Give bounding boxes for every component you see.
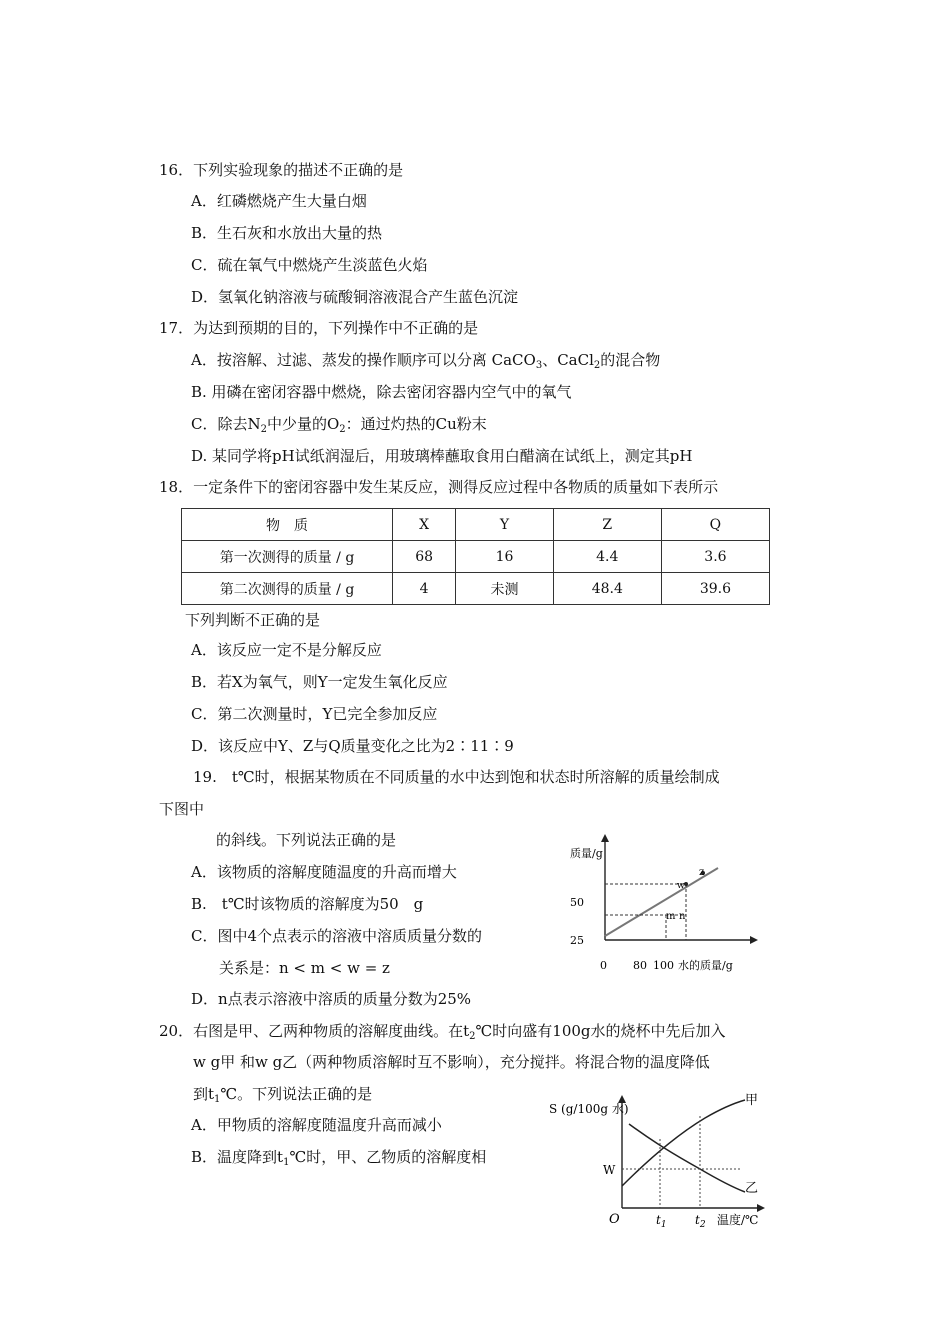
q18-option-a: A．该反应一定不是分解反应 <box>191 641 382 659</box>
q20-graph-t1: $t_1$ <box>656 1213 667 1230</box>
q19-graph-y25: 25 <box>570 934 584 947</box>
q20-stem-line2: w g甲 和w g乙（两种物质溶解时互不影响），充分搅拌。将混合物的温度降低 <box>193 1053 710 1071</box>
q19-graph-x80: 80 <box>633 959 647 972</box>
table-cell: 第一次测得的质量 / g <box>182 541 393 573</box>
q19-stem-line1: 19. t℃时，根据某物质在不同质量的水中达到饱和状态时所溶解的质量绘制成 <box>193 768 720 786</box>
q18-table <box>181 508 770 605</box>
table-cell: 物 质 <box>182 509 393 541</box>
table-cell: 4 <box>393 573 456 605</box>
q20-graph-xlabel: 温度/℃ <box>717 1213 759 1227</box>
q19-graph-ylabel: 质量/g <box>570 847 603 860</box>
table-cell: 68 <box>393 541 456 573</box>
q20-option-a: A．甲物质的溶解度随温度升高而减小 <box>191 1116 442 1134</box>
q17-option-c: C．除去$N_2$中少量的$O_2$：通过灼热的Cu粉末 <box>191 415 487 435</box>
q19-graph-point-z: z <box>699 867 705 878</box>
table-cell: Z <box>553 509 661 541</box>
q19-graph-point-m: m <box>666 911 676 922</box>
q19-graph-origin: 0 <box>600 959 607 972</box>
q19-graph-y50: 50 <box>570 896 584 909</box>
q19-option-c-line1: C．图中4个点表示的溶液中溶质质量分数的 <box>191 927 483 945</box>
q20-curve-yi-label: 乙 <box>745 1181 759 1196</box>
q16-option-c: C．硫在氧气中燃烧产生淡蓝色火焰 <box>191 256 428 274</box>
q20-stem-line1: 20．右图是甲、乙两种物质的溶解度曲线。在$t_2℃$时向盛有100g水的烧杯中先后加入 <box>159 1022 726 1042</box>
q16-option-d: D．氢氧化钠溶液与硫酸铜溶液混合产生蓝色沉淀 <box>191 288 519 306</box>
q18-stem: 18．一定条件下的密闭容器中发生某反应，测得反应过程中各物质的质量如下表所示 <box>159 478 719 496</box>
q20-graph-t2: $t_2$ <box>695 1213 706 1230</box>
q16-option-a: A．红磷燃烧产生大量白烟 <box>191 192 367 210</box>
table-row <box>182 573 770 605</box>
q20-option-b: B．温度降到$t_1℃$时，甲、乙物质的溶解度相 <box>191 1148 487 1168</box>
q17-option-b: B. 用磷在密闭容器中燃烧，除去密闭容器内空气中的氧气 <box>191 383 572 401</box>
q18-option-d: D．该反应中Y、Z与Q质量变化之比为2∶11∶9 <box>191 737 514 755</box>
table-row <box>182 541 770 573</box>
q20-curve-jia-label: 甲 <box>745 1093 759 1108</box>
q19-graph-x100: 100 <box>653 959 674 972</box>
q19-graph-point-n: n <box>679 911 686 922</box>
table-header-row <box>182 509 770 541</box>
table-cell: 4.4 <box>553 541 661 573</box>
table-cell: 39.6 <box>661 573 769 605</box>
table-cell: 48.4 <box>553 573 661 605</box>
table-cell: Y <box>456 509 553 541</box>
q19-option-c-line2: 关系是：n < m < w = z <box>219 959 390 977</box>
q20-graph-origin: O <box>609 1212 620 1227</box>
q19-graph-point-w: w <box>677 881 685 891</box>
q16-stem: 16．下列实验现象的描述不正确的是 <box>159 161 404 179</box>
q16-option-b: B．生石灰和水放出大量的热 <box>191 224 383 242</box>
q17-stem: 17．为达到预期的目的，下列操作中不正确的是 <box>159 319 479 337</box>
q18-option-b: B．若X为氧气，则Y一定发生氧化反应 <box>191 673 448 691</box>
q20-graph-ylabel: S (g/100g 水) <box>549 1102 629 1116</box>
q18-lead: 下列判断不正确的是 <box>185 611 321 629</box>
table-cell: Q <box>661 509 769 541</box>
q17-option-d: D. 某同学将pH试纸润湿后，用玻璃棒蘸取食用白醋滴在试纸上，测定其pH <box>191 447 693 465</box>
q20-graph <box>545 1088 785 1233</box>
table-cell: 第二次测得的质量 / g <box>182 573 393 605</box>
table-cell: X <box>393 509 456 541</box>
q19-graph <box>560 830 760 980</box>
table-cell: 16 <box>456 541 553 573</box>
q20-graph-w: W <box>603 1163 616 1177</box>
q19-option-d: D．n点表示溶液中溶质的质量分数为25% <box>191 990 472 1008</box>
q20-stem-line3: 到$t_1℃$。下列说法正确的是 <box>193 1085 373 1105</box>
table-cell: 未测 <box>456 573 553 605</box>
q19-option-a: A．该物质的溶解度随温度的升高而增大 <box>191 863 457 881</box>
table-cell: 3.6 <box>661 541 769 573</box>
q19-stem-line3: 的斜线。下列说法正确的是 <box>216 831 397 849</box>
q17-option-a: A．按溶解、过滤、蒸发的操作顺序可以分离 CaCO$_3$、CaCl$_2$的混合物 <box>191 351 661 371</box>
q19-stem-line2: 下图中 <box>159 800 205 818</box>
q18-option-c: C．第二次测量时，Y已完全参加反应 <box>191 705 438 723</box>
q19-graph-xlabel: 水的质量/g <box>678 959 733 972</box>
q19-option-b: B. t℃时该物质的溶解度为50 g <box>191 895 424 913</box>
